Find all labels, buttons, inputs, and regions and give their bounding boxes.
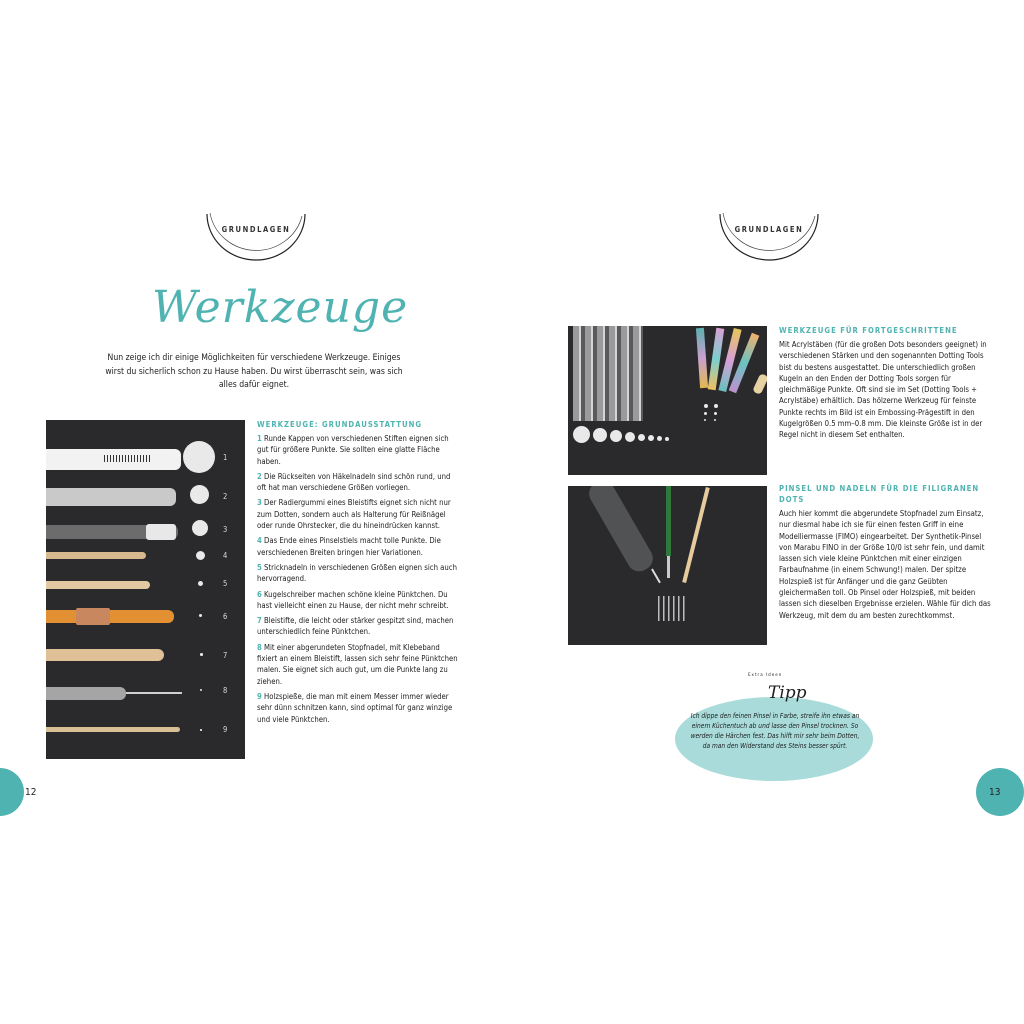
tools-photo	[46, 420, 245, 759]
brushes-column	[779, 483, 991, 625]
dot-size-5	[198, 581, 203, 586]
list-item: 7 Bleistifte, die leicht oder stärker gespitzt sind, machen unterschiedlich feine Pünktchen.	[257, 616, 454, 637]
photo-label: 5	[223, 579, 228, 588]
photo-label: 1	[223, 453, 228, 462]
section-badge	[204, 211, 308, 263]
list-item: 8 Mit einer abgerundeten Stopfnadel, mit Klebeband fixiert an einem Bleistift, lassen sich sehr feine Pünktchen malen. Sie eignet sich auch gut, um die Punkte lang zu ziehen.	[257, 642, 458, 686]
page-number: 13	[989, 787, 1001, 798]
pen-grip	[76, 608, 110, 625]
badge-circle-icon	[204, 211, 308, 263]
darning-needle-pencil	[46, 687, 126, 700]
section-heading: WERKZEUGE FÜR FORTGESCHRITTENE	[779, 326, 958, 335]
section-body: Auch hier kommt die abgerundete Stopfnadel zum Einsatz, nur diesmal habe ich sie für einen festen Griff in eine Modelliermasse (FIMO) eingearbeitet. Der Synthetik-Pinsel von Marabu FINO in der Größe 10/0 ist sehr fein, und damit lassen sich viele kleine Pünktchen mit einer einzigen Farbaufnahme (in einem Schwung!) malen. Der spitze Holzspieß ist für Anfänger und die ganz Geübten gleichermaßen toll. Ob Pinsel oder Holzspieß, mit beiden lassen sich dieselben Ergebnisse erzielen. Wähle für dich das Werkzeug, mit dem du am besten zurechtkommst.	[779, 509, 991, 620]
acrylic-dot	[638, 434, 645, 441]
advanced-tools-column	[779, 325, 991, 445]
tool-dot	[714, 419, 716, 421]
dot-size-3	[192, 520, 208, 536]
list-item: 2 Die Rückseiten von Häkelnadeln sind schön rund, und oft hat man verschiedene Größen vorliegen.	[257, 471, 451, 493]
dot-size-8	[200, 689, 202, 691]
tool-dot	[714, 412, 717, 415]
list-item: 6 Kugelschreiber machen schöne kleine Pünktchen. Du hast vielleicht einen zu Hause, der nicht mehr schreibt.	[257, 589, 449, 610]
brushes-photo	[568, 486, 767, 645]
acrylic-dot	[648, 435, 654, 441]
page-number-tab	[0, 768, 24, 816]
dot-size-1	[183, 441, 215, 473]
tip-arc-text: Extra Ideen	[748, 673, 783, 678]
tool-dot	[704, 404, 708, 408]
darning-needle	[126, 692, 182, 694]
advanced-tools-photo	[568, 326, 767, 475]
photo-label: 6	[223, 612, 228, 621]
tool-dot	[704, 412, 707, 415]
section-heading: WERKZEUGE: GRUNDAUSSTATTUNG	[257, 420, 423, 429]
badge-label: GRUNDLAGEN	[221, 225, 291, 234]
pencil	[46, 649, 164, 661]
dot-size-2	[190, 485, 209, 504]
page-number: 12	[25, 787, 37, 798]
list-item: 4 Das Ende eines Pinselstiels macht tolle Punkte. Die verschiedenen Breiten bringen hier Variationen.	[257, 536, 441, 557]
dot-size-7	[200, 653, 203, 656]
tip-text: Ich dippe den feinen Pinsel in Farbe, streife ihn etwas an einem Küchentuch ab und lasse den Pinsel trocknen. So werden die Härchen fest. Das hilft mir sehr beim Dotten, da man den Widerstand des Steins besser spürt.	[690, 712, 860, 750]
fine-dots	[658, 596, 688, 621]
photo-label: 8	[223, 686, 228, 695]
acrylic-rods	[573, 326, 643, 421]
tool-dot	[704, 419, 706, 421]
acrylic-dot	[657, 436, 662, 441]
brush-handle	[46, 552, 146, 559]
list-item: 3 Der Radiergummi eines Bleistifts eignet sich nicht nur zum Dotten, sondern auch als Halterung für Reißnägel oder runde Ohrstecker, die du hineindrücken kannst.	[257, 498, 451, 531]
section-heading: PINSEL UND NADELN FÜR DIE FILIGRANEN DOTS	[779, 484, 980, 504]
photo-label: 3	[223, 525, 228, 534]
list-item: 9 Holzspieße, die man mit einem Messer immer wieder sehr dünn schnitzen kann, sind optimal für ganz winzige und viele Pünktchen.	[257, 691, 453, 724]
dotting-tool	[696, 328, 708, 388]
badge-circle-icon	[717, 211, 821, 263]
acrylic-dot	[573, 426, 590, 443]
knitting-needle	[46, 581, 150, 589]
dot-size-6	[199, 614, 202, 617]
darning-needle	[651, 569, 660, 584]
fimo-needle-handle	[585, 486, 658, 576]
badge-label: GRUNDLAGEN	[734, 225, 804, 234]
intro-text: Nun zeige ich dir einige Möglichkeiten für verschiedene Werkzeuge. Einiges wirst du sicherlich schon zu Hause haben. Du wirst überrascht sein, was sich alles dafür eignet.	[105, 353, 403, 390]
wooden-skewer	[682, 487, 710, 583]
eraser-tip	[146, 524, 176, 540]
photo-label: 9	[223, 725, 228, 734]
page-title: Werkzeuge	[152, 282, 409, 333]
basic-tools-column	[257, 419, 459, 729]
barcode-icon	[104, 455, 152, 462]
tool-dot	[714, 404, 718, 408]
section-badge	[717, 211, 821, 263]
acrylic-dot	[610, 430, 622, 442]
photo-label: 2	[223, 492, 228, 501]
fino-brush-handle	[666, 486, 671, 556]
tip-title: Tipp	[768, 683, 807, 703]
photo-label: 7	[223, 651, 228, 660]
list-item: 1 Runde Kappen von verschiedenen Stiften eignen sich gut für größere Punkte. Sie sollten eine glatte Fläche haben.	[257, 434, 449, 466]
list-item: 5 Stricknadeln in verschiedenen Größen eignen sich auch hervorragend.	[257, 562, 457, 584]
embossing-stylus	[752, 373, 767, 395]
dot-size-9	[200, 729, 202, 731]
right-page	[512, 0, 1024, 1024]
crochet-hook-handle	[46, 488, 176, 506]
wooden-skewer	[46, 727, 180, 732]
dot-size-4	[196, 551, 205, 560]
acrylic-dot	[593, 428, 607, 442]
ballpoint-pen	[46, 610, 174, 623]
section-body: Mit Acrylstäben (für die großen Dots besonders geeignet) in verschiedenen Stärken und den sogenannten Dotting Tools bist du bestens ausgestattet. Die unterschiedlich großen Kugeln an den Enden der Dotting Tools sorgen für gleichmäßige Punkte. Oft sind sie im Set (Dotting Tools + Acrylstäbe) erhältlich. Das hölzerne Werkzeug für feinste Punkte rechts im Bild ist ein Embossing-Prägestift in den Kugelgrößen 0.5 mm–0.8 mm. Die kleinste Größe ist in der Regel nicht in diesem Set enthalten.	[779, 340, 987, 440]
fino-brush-ferrule	[667, 556, 670, 578]
photo-label: 4	[223, 551, 228, 560]
acrylic-dot	[665, 437, 669, 441]
acrylic-dot	[625, 432, 635, 442]
